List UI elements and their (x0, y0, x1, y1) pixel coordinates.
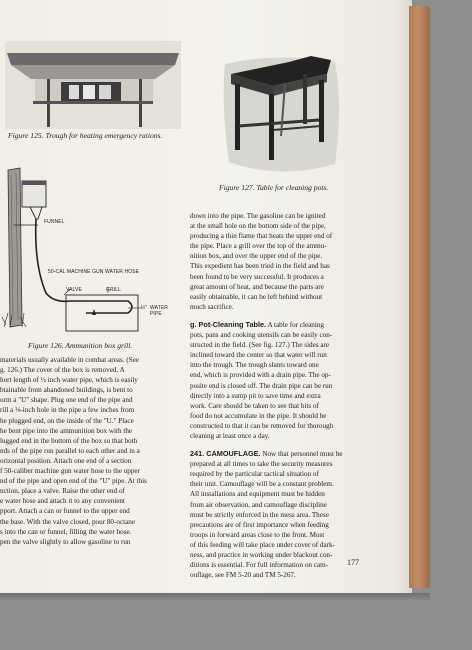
book-page-edge (409, 6, 430, 588)
figure-125-caption: Figure 125. Trough for heating emergency rations. (8, 131, 163, 140)
valve-label: VALVE (66, 287, 82, 293)
figure-126-caption: Figure 126. Ammunition box grill. (28, 341, 133, 350)
text-line: g. 126.) The cover of the box is removed. A (0, 366, 125, 375)
page-shadow (0, 593, 430, 601)
text-line: easily obtainable, it can be left behind without (190, 292, 323, 301)
figure-127-caption: Figure 127. Table for cleaning pots. (219, 183, 329, 192)
text-line: pots, pans and cooking utensils can be easily con- (190, 331, 333, 340)
text-line: great amount of heat, and because the parts are (190, 282, 324, 291)
text-line: from air observation, and camouflage discipline (190, 500, 327, 509)
text-line: nd of the pipe and open end of the "U" pipe. At this (0, 477, 147, 486)
text-line: at the small hole on the bottom side of the pipe, (190, 222, 326, 231)
text-line: materials usually available in combat areas. (See (0, 356, 139, 364)
right-text-column (190, 211, 366, 580)
text-line: food do not accumulate in the pipe. It should be (190, 411, 327, 420)
text-line: must be strictly enforced in the mess area. These (190, 510, 329, 519)
text-line: work. Care should be taken to see that bits of (190, 401, 319, 410)
text-line: the pipe. Place a grill over the top of the ammu- (190, 242, 327, 251)
text-line: nition box, and over the upper end of the pipe. (190, 252, 323, 261)
text-line: down into the pipe. The gasoline can be ignited (190, 212, 326, 220)
pipe-label: PIPE (150, 311, 162, 317)
text-line: pport. Attach a can or funnel to the upper end (0, 507, 130, 516)
section-241-heading: 241. CAMOUFLAGE. (190, 449, 261, 459)
text-line: directly into a sump pit to save time and extra (190, 391, 321, 400)
text-line: ness, and practice in working under blackout con- (190, 551, 333, 559)
text-line: rill a ⅛-inch hole in the pipe a few inches from (0, 406, 135, 415)
text-line: of this feeding will take place under cover of dark- (190, 540, 335, 549)
figure-125-trough-photo (5, 41, 181, 129)
text-line: orizontal position. Attach one end of a section (0, 456, 132, 465)
text-line: structed in the field. (See fig. 127.) The sides are (190, 341, 330, 350)
text-line: precautions are of first importance when feeding (190, 520, 329, 529)
text-line: lugged end in the bottom of the box so that both (0, 436, 138, 445)
left-text-column (0, 355, 178, 547)
text-line: been found to be very successful. It produces a (190, 272, 324, 281)
text-line: he plugged end, on the inside of the "U." Place (0, 416, 134, 425)
figure-127-table-photo (219, 44, 341, 177)
pipe-size-label: ½" (141, 305, 148, 311)
text-line: producing a thin flame that heats the upper end of (190, 232, 333, 241)
text-line: troops in forward areas close to the front. Most (190, 530, 325, 539)
funnel-label: FUNNEL (44, 219, 65, 225)
text-line: the base. With the valve closed, pour 80-octane (0, 517, 136, 526)
text-line: f 50-caliber machine gun water hose to the upper (0, 467, 140, 476)
text-line: required by the particular tactical situation of (190, 470, 319, 479)
text-line: much sacrifice. (190, 302, 234, 311)
text-line: hort length of ½ inch water pipe, which is easily (0, 376, 138, 385)
section-241-first-line: 241. CAMOUFLAGE. Now that personnel must be (190, 449, 343, 459)
text-line: into the trough. The trough slants toward one (190, 361, 319, 370)
text-line: ouflage, see FM 5-20 and TM 5-267. (190, 571, 296, 580)
text-line: end, which is provided with a drain pipe. The op- (190, 371, 331, 380)
text-line: This expedient has been tried in the field and has (190, 262, 330, 271)
hose-label: 50-CAL MACHINE GUN WATER HOSE (48, 269, 140, 275)
text-line: ditions is essential. For full information on cam- (190, 561, 329, 570)
text-line: their unit. Camouflage will be a constant problem. (190, 480, 334, 489)
text-line: inclined toward the center so that water will run (190, 351, 327, 360)
text-line: cleaning at least once a day. (190, 431, 270, 440)
text-line: s into the can or funnel, filling the water hose. (0, 527, 132, 536)
water-label: WATER (150, 305, 168, 311)
section-g-heading: g. Pot-Cleaning Table. (190, 319, 267, 329)
text-line: orm a "U" shape. Plug one end of the pipe and (0, 396, 133, 405)
text-line: posite end is closed off. The drain pipe can be run (190, 381, 333, 390)
text-line: nction, place a valve. Raise the other end of (0, 487, 125, 496)
text-line: e water hose and attach it to any convenient (0, 497, 125, 506)
text-line: pen the valve slightly to allow gasoline to run (0, 537, 131, 546)
section-g-first-line: g. Pot-Cleaning Table. A table for cleaning (190, 319, 324, 329)
grill-label: GRILL (106, 287, 121, 293)
text-line: All installations and equipment must be hidden (190, 490, 325, 499)
text-line: he bent pipe into the ammunition box with the (0, 426, 133, 435)
text-line: nds of the pipe run parallel to each other and in a (0, 446, 140, 455)
text-line: btainable from abandoned buildings, is bent to (0, 386, 133, 395)
text-line: constructed to that it can be removed for thorough (190, 421, 334, 430)
text-line: prepared at all times to take the security measures (190, 460, 333, 469)
page-number: 177 (347, 558, 359, 567)
